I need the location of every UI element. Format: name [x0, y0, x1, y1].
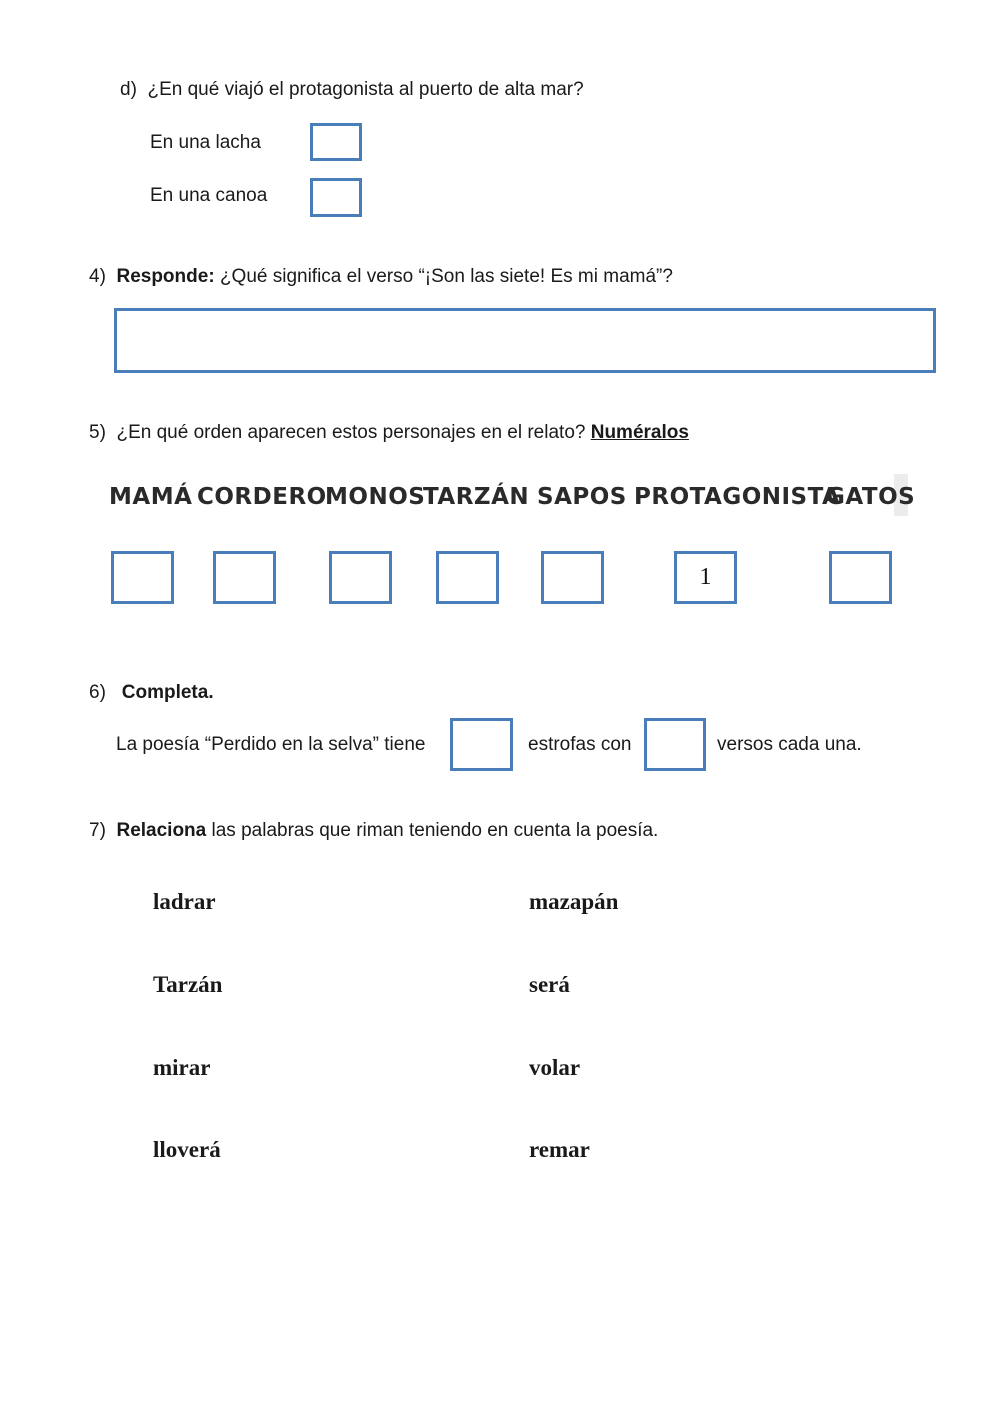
order-input[interactable] [829, 551, 892, 604]
rhyme-word-right[interactable]: será [529, 972, 570, 997]
order-input[interactable] [329, 551, 392, 604]
option-label: En una lacha [150, 132, 261, 153]
question-number: 6) [89, 682, 106, 703]
question-number: 5) [89, 422, 106, 443]
question-5-text: ¿En qué orden aparecen estos personajes en el relato? [116, 422, 586, 443]
question-number: 7) [89, 820, 106, 841]
question-4-instruction: Responde: [116, 266, 215, 287]
character-name: GATOS [826, 484, 916, 510]
character-name: PROTAGONISTA [634, 484, 841, 510]
sentence-part: La poesía “Perdido en la selva” tiene [116, 734, 426, 755]
character-name: CORDERO [197, 484, 327, 510]
question-4 [89, 266, 673, 288]
rhyme-word-left[interactable]: mirar [153, 1055, 211, 1080]
order-input[interactable] [213, 551, 276, 604]
answer-field[interactable] [114, 308, 936, 373]
rhyme-word-right[interactable]: remar [529, 1137, 590, 1162]
character-name: MONOS [325, 484, 426, 510]
option-label: En una canoa [150, 185, 268, 206]
character-name: SAPOS [537, 484, 627, 510]
question-6 [89, 682, 214, 704]
question-7 [89, 820, 658, 842]
question-d [120, 79, 584, 101]
question-6-title: Completa. [121, 682, 214, 703]
character-name: MAMÁ [109, 484, 193, 510]
sentence-part: versos cada una. [717, 734, 862, 755]
rhyme-word-right[interactable]: volar [529, 1055, 581, 1080]
rhyme-word-right[interactable]: mazapán [529, 889, 619, 914]
order-input[interactable]: 1 [674, 551, 737, 604]
rhyme-word-left[interactable]: lloverá [153, 1137, 221, 1162]
question-5 [89, 422, 689, 444]
order-input[interactable] [541, 551, 604, 604]
character-name: TARZÁN [423, 484, 530, 510]
question-5-instruction: Numéralos [590, 422, 689, 443]
rhyme-word-left[interactable]: Tarzán [153, 972, 223, 997]
question-d-text: ¿En qué viajó el protagonista al puerto de alta mar? [147, 79, 584, 100]
order-input[interactable] [111, 551, 174, 604]
option-checkbox[interactable] [310, 123, 362, 161]
option-checkbox[interactable] [310, 178, 362, 217]
sentence-part: estrofas con [528, 734, 632, 755]
question-d-label: d) [120, 79, 137, 100]
question-7-instruction: Relaciona [116, 820, 207, 841]
question-7-text: las palabras que riman teniendo en cuenta la poesía. [211, 820, 659, 841]
stanza-count-input[interactable] [450, 718, 513, 771]
order-input[interactable] [436, 551, 499, 604]
verse-count-input[interactable] [644, 718, 706, 771]
question-4-text: ¿Qué significa el verso “¡Son las siete! Es mi mamá”? [219, 266, 673, 287]
question-number: 4) [89, 266, 106, 287]
rhyme-word-left[interactable]: ladrar [153, 889, 216, 914]
